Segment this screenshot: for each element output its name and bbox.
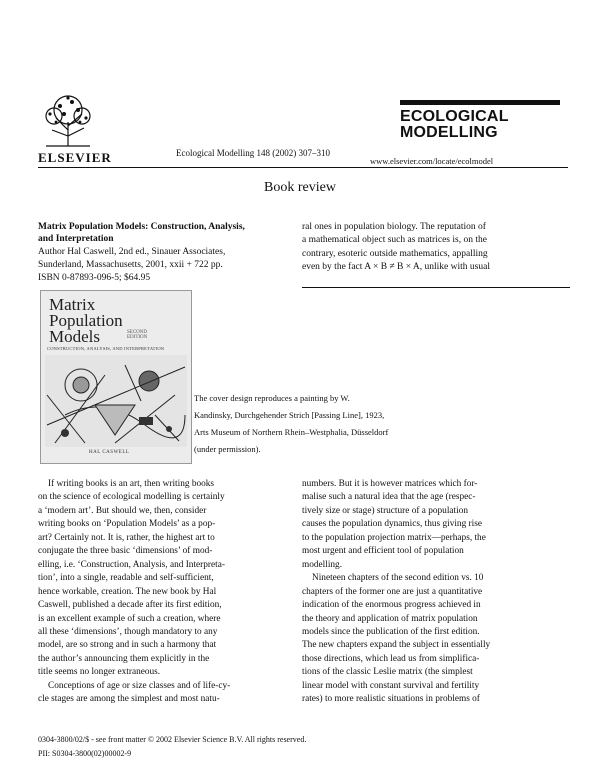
- text-line: model, are so strong and in such a harmony that: [38, 640, 217, 651]
- book-meta-line: ISBN 0-87893-096-5; $64.95: [38, 273, 151, 283]
- text-line: indication of the enormous progress achieved in: [302, 600, 481, 611]
- book-cover-image: [40, 290, 192, 464]
- text-line: Conceptions of age or size classes and of life-cy-: [48, 680, 231, 691]
- text-line: ral ones in population biology. The reputation of: [302, 222, 486, 232]
- text-line: chapters of the former one are just a quantitative: [302, 586, 483, 597]
- text-line: tively size or stage) structure of a population: [302, 505, 469, 516]
- brand-bar: [400, 100, 560, 105]
- text-line: rates) to more realistic situations in problems of: [302, 694, 480, 705]
- text-line: is an excellent example of such a creation, where: [38, 613, 221, 624]
- text-line: writing books on ‘Population Models’ as a pop-: [38, 519, 216, 530]
- text-line: conjugate the three basic ‘dimensions’ of mod-: [38, 546, 213, 557]
- text-line: causes the population dynamics, thus giving rise: [302, 519, 482, 530]
- text-line: The new chapters expand the subject in essentially: [302, 640, 491, 651]
- body-left-column: [38, 478, 276, 707]
- journal-url[interactable]: www.elsevier.com/locate/ecolmodel: [370, 156, 494, 166]
- text-line: tion’, into a single, readable and self-sufficient,: [38, 573, 214, 584]
- text-line: a ‘modern art’. But should we, then, consider: [38, 505, 207, 516]
- column-rule: [302, 287, 570, 288]
- cover-author: HAL CASWELL: [89, 450, 130, 455]
- text-line: numbers. But it is however matrices which for-: [302, 479, 478, 489]
- text-line: even by the fact A × B ≠ B × A, unlike with usual: [302, 261, 490, 272]
- book-title-line: Matrix Population Models: Construction, Analysis,: [38, 222, 245, 232]
- copyright-line: 0304-3800/02/$ - see front matter © 2002 Elsevier Science B.V. All rights reserved.: [38, 735, 307, 744]
- text-line: the theory and application of matrix population: [302, 613, 478, 624]
- cover-subtitle: CONSTRUCTION, ANALYSIS, AND INTERPRETATION: [47, 346, 165, 351]
- text-line: hence workable, creation. The new book by Hal: [38, 586, 217, 597]
- text-line: modelling.: [302, 559, 343, 570]
- caption-line: Kandinsky, Durchgehender Strich [Passing Line], 1923,: [194, 410, 385, 420]
- cover-title: [49, 297, 123, 345]
- cover-title-line: Models: [49, 327, 100, 346]
- text-line: Nineteen chapters of the second edition vs. 10: [312, 573, 484, 584]
- journal-citation: Ecological Modelling 148 (2002) 307–310: [176, 148, 330, 158]
- text-line: Caswell, published a decade after its first edition,: [38, 600, 222, 611]
- publisher-name: ELSEVIER: [38, 150, 112, 165]
- cover-title-line: Matrix: [49, 295, 96, 314]
- caption-line: (under permission).: [194, 444, 261, 454]
- section-heading: Book review: [264, 180, 336, 195]
- caption-line: The cover design reproduces a painting by W.: [194, 393, 350, 403]
- text-line: all these ‘dimensions’, though mandatory to any: [38, 626, 218, 637]
- text-line: the author’s announcing them explicitly in the: [38, 653, 210, 664]
- text-line: cle stages are among the simplest and most natu-: [38, 694, 220, 705]
- body-right-column: [302, 478, 572, 707]
- text-line: linear model with constant survival and fertility: [302, 680, 480, 691]
- cover-edition: SECOND EDITION: [127, 330, 148, 340]
- right-column-intro: [302, 221, 572, 274]
- text-line: a mathematical object such as matrices is, on the: [302, 235, 487, 246]
- text-line: tions of the classic Leslie matrix (the simplest: [302, 667, 473, 678]
- text-line: on the science of ecological modelling is certainly: [38, 492, 225, 503]
- kandinsky-painting: [45, 355, 187, 447]
- text-line: those directions, which lead us from simplifica-: [302, 653, 480, 664]
- text-line: elling, i.e. ‘Construction, Analysis, and Interpreta-: [38, 559, 225, 570]
- book-meta: [38, 246, 278, 285]
- text-line: most urgent and efficient tool of population: [302, 546, 464, 557]
- text-line: models since the publication of the first edition.: [302, 626, 480, 637]
- text-line: art? Certainly not. It is, rather, the highest art to: [38, 532, 215, 543]
- text-line: to the population projection matrix—perhaps, the: [302, 532, 486, 543]
- footer: [38, 733, 306, 761]
- cover-title-line: Population: [49, 311, 123, 330]
- book-meta-line: Author Hal Caswell, 2nd ed., Sinauer Associates,: [38, 247, 226, 257]
- journal-name-line2: MODELLING: [400, 124, 498, 141]
- pii-line: PII: S0304-3800(02)00002-9: [38, 749, 132, 758]
- text-line: contrary, esoteric outside mathematics, appalling: [302, 248, 488, 259]
- caption-line: Arts Museum of Northern Rhein–Westphalia, Düsseldorf: [194, 427, 389, 437]
- text-line: malise such a natural idea that the age (respec-: [302, 492, 476, 503]
- figure-caption: [194, 390, 574, 458]
- book-meta-line: Sunderland, Massachusetts, 2001, xxii + 722 pp.: [38, 260, 223, 270]
- book-title-line: and Interpretation: [38, 234, 114, 244]
- book-title: [38, 221, 266, 245]
- text-line: If writing books is an art, then writing books: [48, 479, 215, 489]
- text-line: title seems no longer extraneous.: [38, 667, 161, 678]
- journal-name-line1: ECOLOGICAL: [400, 108, 509, 125]
- journal-brand: [400, 100, 570, 141]
- header-rule: [38, 167, 568, 168]
